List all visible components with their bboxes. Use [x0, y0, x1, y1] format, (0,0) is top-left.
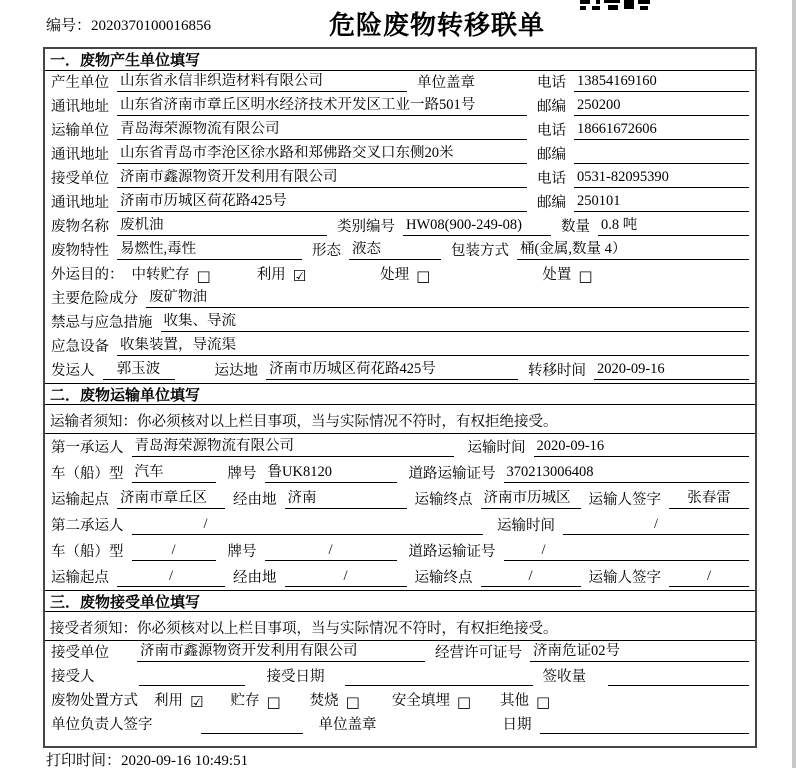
purpose-treat-checkbox: □	[416, 267, 431, 285]
disposal-utilize-checkbox: ☑	[190, 693, 204, 711]
time1-value: 2020-09-16	[534, 438, 750, 457]
via2-value: /	[285, 568, 407, 587]
addr1-value: 山东省济南市章丘区明水经济技术开发区工业一路501号	[117, 97, 527, 116]
zip2-value	[574, 147, 749, 164]
disposal-incinerate-label: 焚烧	[309, 692, 339, 709]
transporter-label: 运输单位	[51, 122, 109, 139]
category-value: HW08(900-249-08)	[403, 217, 551, 236]
row-route2	[45, 564, 755, 590]
character-value: 易燃性,毒性	[117, 241, 302, 260]
waste-name-value: 废机油	[117, 217, 327, 236]
purpose-transfer-storage-label: 中转贮存	[131, 266, 190, 283]
end1-value: 济南市历城区	[481, 490, 581, 509]
row-transport-unit	[45, 119, 755, 143]
unit-seal-label: 单位盖章	[417, 74, 475, 91]
row-transfer-purpose	[45, 263, 755, 287]
origin2-label: 运输起点	[51, 569, 109, 586]
row-receiver-address	[45, 191, 755, 215]
carrier1-value: 青岛海荣源物流有限公司	[132, 438, 454, 457]
receive-unit-value: 济南市鑫源物资开发利用有限公司	[137, 643, 425, 662]
phone2-value: 18661672606	[574, 121, 749, 140]
date2-label: 日期	[502, 716, 532, 733]
row-waste-name	[45, 215, 755, 239]
row-receive-person	[45, 665, 755, 689]
end2-label: 运输终点	[414, 569, 473, 586]
purpose-treat-label: 处理	[380, 266, 410, 283]
via1-value: 济南	[285, 490, 407, 509]
license1-value: 370213006408	[504, 464, 750, 483]
packing-label: 包装方式	[451, 242, 509, 259]
purpose-utilize-label: 利用	[256, 266, 286, 283]
receive-date-value	[345, 669, 533, 686]
row-consignor	[45, 359, 755, 383]
section-producer	[45, 49, 755, 383]
disposal-option-incinerate	[310, 693, 360, 710]
plate2-value: /	[265, 542, 397, 561]
dest-label: 运达地	[214, 362, 258, 379]
transporter-notice: 运输者须知：你必须核对以上栏目事项，当与实际情况不符时，有权拒绝接受。	[45, 405, 755, 434]
receive-person-value	[139, 669, 245, 686]
row-vehicle1	[45, 460, 755, 486]
row-disposal-method	[45, 689, 755, 713]
carrier2-value: /	[132, 516, 484, 535]
receive-person-label: 接受人	[51, 668, 95, 685]
amount-value	[608, 669, 749, 686]
phone3-group	[537, 169, 749, 188]
license1-label: 道路运输证号	[408, 465, 496, 482]
disposal-option-utilize	[154, 693, 203, 710]
permit-value: 济南危证02号	[530, 643, 749, 662]
phone2-group	[537, 121, 749, 140]
origin1-label: 运输起点	[51, 491, 109, 508]
row-transport-address	[45, 143, 755, 167]
row-vehicle2	[45, 538, 755, 564]
disposal-incinerate-checkbox: □	[345, 693, 360, 711]
consignor-label: 发运人	[51, 362, 95, 379]
disposal-option-storage	[230, 693, 280, 710]
amount-label: 签收量	[542, 668, 586, 685]
addr2-value: 山东省青岛市李沧区徐水路和郑佛路交叉口东侧20米	[117, 145, 527, 164]
vehicle2-label: 车（船）型	[51, 543, 124, 560]
section1-title: 一．废物产生单位填写	[45, 49, 755, 71]
consignor-value: 郭玉波	[103, 361, 175, 380]
serial-label: 编号：	[46, 18, 92, 34]
print-time-label: 打印时间：	[46, 753, 122, 768]
hazard-label: 主要危险成分	[51, 290, 138, 307]
phone2-label: 电话	[537, 122, 566, 139]
row-emergency-equipment	[45, 335, 755, 359]
section3-title: 三．废物接受单位填写	[45, 590, 755, 612]
plate2-label: 牌号	[227, 543, 257, 560]
producer-unit-value: 山东省永信非织造材料有限公司	[117, 73, 407, 92]
transporter-value: 青岛海荣源物流有限公司	[117, 121, 527, 140]
purpose-dispose-label: 处置	[542, 266, 572, 283]
taboo-value: 收集、导流	[161, 313, 750, 332]
row-hazard-component	[45, 287, 755, 311]
phone3-label: 电话	[537, 170, 566, 187]
unit-seal2-label: 单位盖章	[318, 716, 377, 733]
disposal-label: 废物处置方式	[51, 692, 138, 709]
disposal-storage-label: 贮存	[230, 692, 260, 709]
zip1-label: 邮编	[537, 98, 566, 115]
sign2-value: /	[669, 568, 749, 587]
equip-label: 应急设备	[51, 338, 109, 355]
row-second-carrier	[45, 512, 755, 538]
permit-label: 经营许可证号	[435, 644, 522, 661]
receive-unit-label: 接受单位	[51, 644, 109, 661]
manifest-form	[43, 47, 757, 748]
category-label: 类别编号	[337, 218, 395, 235]
purpose-dispose-checkbox: □	[578, 267, 593, 285]
disposal-option-landfill	[392, 693, 471, 710]
addr3-value: 济南市历城区荷花路425号	[117, 193, 527, 212]
end1-label: 运输终点	[414, 491, 473, 508]
sign2-label: 运输人签字	[588, 569, 661, 586]
section-receiver	[45, 590, 755, 737]
phone1-group	[537, 73, 749, 92]
purpose-label: 外运目的：	[51, 266, 124, 283]
disposal-other-label: 其他	[500, 692, 530, 709]
zip1-group	[537, 97, 749, 116]
phone1-value: 13854169160	[574, 73, 749, 92]
transfer-time-value: 2020-09-16	[594, 361, 749, 380]
via2-label: 经由地	[233, 569, 277, 586]
purpose-option-dispose	[542, 267, 592, 284]
zip2-group	[537, 147, 749, 164]
row-receive-unit	[45, 641, 755, 665]
receive-date-label: 接受日期	[266, 668, 325, 685]
license2-label: 道路运输证号	[408, 543, 496, 560]
disposal-other-checkbox: □	[536, 693, 551, 711]
qr-code-fragment-icon	[580, 0, 658, 10]
phone3-value: 0531-82095390	[574, 169, 749, 188]
purpose-transfer-storage-checkbox: □	[196, 267, 211, 285]
waste-name-label: 废物名称	[51, 218, 109, 235]
packing-value: 桶(金属,数量 4）	[517, 241, 749, 260]
purpose-option-utilize	[257, 267, 306, 284]
row-route1	[45, 486, 755, 512]
sign1-value: 张春雷	[669, 490, 749, 509]
addr1-label: 通讯地址	[51, 98, 109, 115]
time2-label: 运输时间	[497, 517, 555, 534]
vehicle1-label: 车（船）型	[51, 465, 124, 482]
row-producer-unit	[45, 71, 755, 95]
sign1-label: 运输人签字	[588, 491, 661, 508]
zip3-value: 250101	[574, 193, 749, 212]
receiver-label: 接受单位	[51, 170, 109, 187]
disposal-utilize-label: 利用	[154, 692, 183, 709]
zip2-label: 邮编	[537, 146, 566, 163]
taboo-label: 禁忌与应急措施	[51, 314, 153, 331]
vehicle2-value: /	[132, 542, 216, 561]
qty-value: 0.8 吨	[598, 217, 749, 236]
row-responsible-sign	[45, 713, 755, 737]
row-taboo-measures	[45, 311, 755, 335]
form-value: 液态	[349, 241, 441, 260]
section-transporter	[45, 383, 755, 590]
qty-label: 数量	[561, 218, 590, 235]
character-label: 废物特性	[51, 242, 109, 259]
disposal-option-other	[500, 693, 550, 710]
receiver-value: 济南市鑫源物资开发利用有限公司	[117, 169, 527, 188]
print-time-value: 2020-09-16 10:49:51	[121, 753, 249, 768]
end2-value: /	[481, 568, 581, 587]
equip-value: 收集装置，导流渠	[117, 337, 749, 356]
addr2-label: 通讯地址	[51, 146, 109, 163]
purpose-option-treat	[380, 267, 430, 284]
time2-value: /	[563, 516, 749, 535]
date2-value	[540, 717, 750, 734]
disposal-landfill-checkbox: □	[456, 693, 472, 711]
purpose-utilize-checkbox: ☑	[292, 267, 307, 285]
receiver-notice: 接受者须知：你必须核对以上栏目事项，当与实际情况不符时，有权拒绝接受。	[45, 612, 755, 641]
disposal-storage-checkbox: □	[266, 693, 281, 711]
origin1-value: 济南市章丘区	[117, 490, 225, 509]
vehicle1-value: 汽车	[132, 464, 216, 483]
purpose-option-transfer-storage	[132, 267, 211, 284]
form-label: 形态	[312, 242, 341, 259]
producer-unit-label: 产生单位	[51, 74, 109, 91]
page-edge-strip	[792, 0, 796, 768]
row-first-carrier	[45, 434, 755, 460]
time1-label: 运输时间	[467, 439, 526, 456]
print-time	[46, 749, 248, 768]
page-title: 危险废物转移联单	[328, 11, 545, 40]
serial-value: 2020370100016856	[91, 18, 212, 34]
phone1-label: 电话	[537, 74, 566, 91]
zip3-label: 邮编	[537, 194, 566, 211]
license2-value: /	[504, 542, 750, 561]
addr3-label: 通讯地址	[51, 194, 109, 211]
row-waste-character	[45, 239, 755, 263]
hazard-value: 废矿物油	[146, 289, 749, 308]
responsible-sign-value	[201, 717, 303, 734]
section2-title: 二．废物运输单位填写	[45, 383, 755, 405]
dest-value: 济南市历城区荷花路425号	[266, 361, 518, 380]
carrier2-label: 第二承运人	[51, 517, 124, 534]
plate1-label: 牌号	[227, 465, 257, 482]
transfer-time-label: 转移时间	[528, 362, 586, 379]
responsible-sign-label: 单位负责人签字	[51, 716, 153, 733]
via1-label: 经由地	[233, 491, 277, 508]
carrier1-label: 第一承运人	[51, 439, 124, 456]
row-producer-address	[45, 95, 755, 119]
row-receiver-unit	[45, 167, 755, 191]
zip3-group	[537, 193, 749, 212]
zip1-value: 250200	[574, 97, 749, 116]
disposal-landfill-label: 安全填埋	[391, 692, 450, 709]
origin2-value: /	[117, 568, 225, 587]
plate1-value: 鲁UK8120	[265, 464, 397, 483]
